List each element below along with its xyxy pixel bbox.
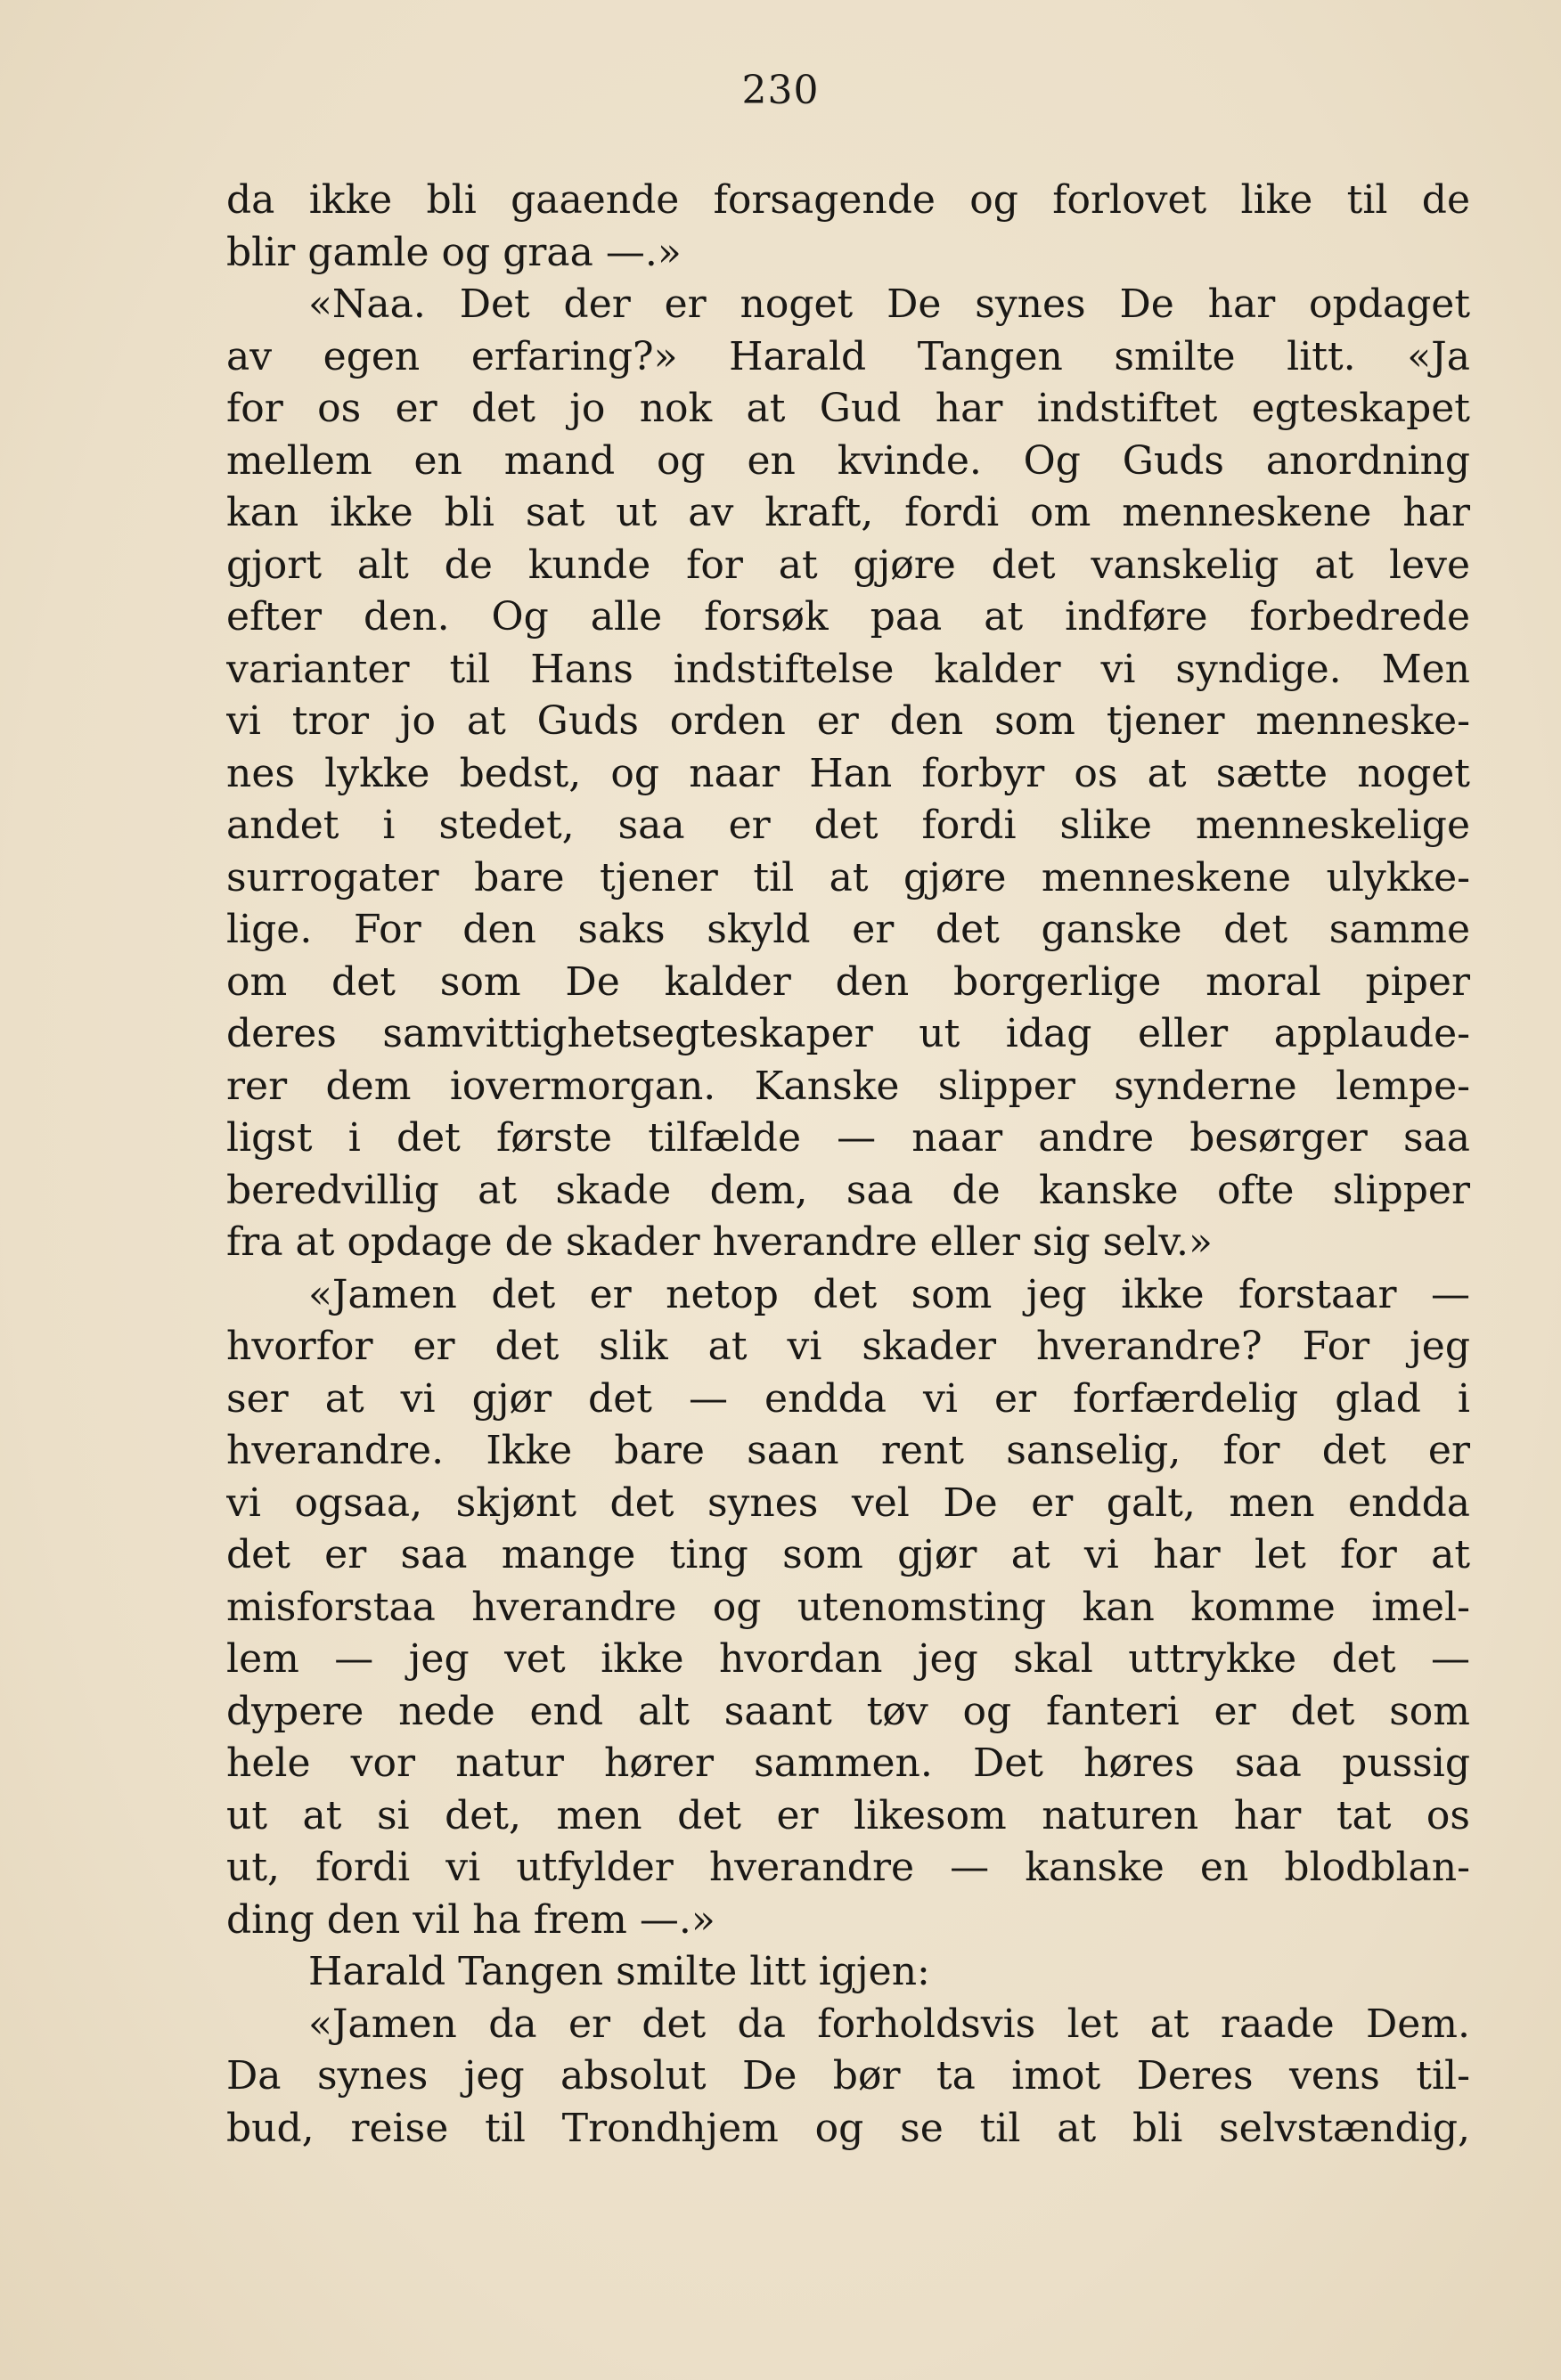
- text-line: dypere nede end alt saant tøv og fanteri er det som: [226, 1688, 1470, 1734]
- text-line: ligst i det første tilfælde — naar andre besørger saa: [226, 1115, 1470, 1161]
- text-line: beredvillig at skade dem, saa de kanske ofte slipper: [226, 1167, 1470, 1213]
- text-line: kan ikke bli sat ut av kraft, fordi om menneskene har: [226, 490, 1470, 535]
- text-line: gjort alt de kunde for at gjøre det vanskelig at leve: [226, 542, 1470, 588]
- text-line: andet i stedet, saa er det fordi slike menneskelige: [226, 803, 1470, 848]
- text-line: for os er det jo nok at Gud har indstiftet egteskapet: [226, 386, 1470, 431]
- text-line: «Jamen det er netop det som jeg ikke forstaar —: [308, 1271, 1470, 1317]
- text-line: hvorfor er det slik at vi skader hverandre? For jeg: [226, 1324, 1470, 1369]
- body-text: [226, 175, 1470, 2155]
- text-line: efter den. Og alle forsøk paa at indføre forbedrede: [226, 594, 1470, 640]
- text-line: av egen erfaring?» Harald Tangen smilte litt. «Ja: [226, 333, 1470, 379]
- text-line: bud, reise til Trondhjem og se til at bli selvstændig,: [226, 2105, 1470, 2151]
- text-line: ding den vil ha frem —.»: [226, 1896, 715, 1943]
- text-line: da ikke bli gaaende forsagende og forlovet like til de: [226, 177, 1470, 223]
- text-line: lem — jeg vet ikke hvordan jeg skal uttrykke det —: [226, 1636, 1470, 1682]
- text-line: lige. For den saks skyld er det ganske det samme: [226, 907, 1470, 952]
- text-line: rer dem iovermorgan. Kanske slipper synderne lempe-: [226, 1063, 1470, 1109]
- text-line: vi ogsaa, skjønt det synes vel De er galt, men endda: [226, 1479, 1470, 1526]
- text-line: «Naa. Det der er noget De synes De har opdaget: [308, 281, 1470, 327]
- text-line: nes lykke bedst, og naar Han forbyr os at sætte noget: [226, 750, 1470, 796]
- text-line: fra at opdage de skader hverandre eller sig selv.»: [226, 1219, 1213, 1265]
- text-line: misforstaa hverandre og utenomsting kan komme imel-: [226, 1584, 1470, 1630]
- page-number: 230: [741, 68, 820, 113]
- text-line: mellem en mand og en kvinde. Og Guds anordning: [226, 437, 1470, 484]
- text-line: ut at si det, men det er likesom naturen har tat os: [226, 1792, 1470, 1838]
- text-line: varianter til Hans indstiftelse kalder vi syndige. Men: [226, 646, 1470, 692]
- text-line: hele vor natur hører sammen. Det høres saa pussig: [226, 1740, 1470, 1786]
- text-line: ser at vi gjør det — endda vi er forfærdelig glad i: [226, 1375, 1470, 1422]
- text-line: vi tror jo at Guds orden er den som tjener menneske-: [226, 698, 1470, 744]
- text-line: Harald Tangen smilte litt igjen:: [308, 1949, 930, 1994]
- text-line: det er saa mange ting som gjør at vi har let for at: [226, 1532, 1470, 1577]
- text-line: «Jamen da er det da forholdsvis let at raade Dem.: [308, 2001, 1470, 2047]
- text-line: blir gamle og graa —.»: [226, 229, 682, 275]
- text-line: deres samvittighetsegteskaper ut idag eller applaude-: [226, 1011, 1470, 1056]
- text-line: ut, fordi vi utfylder hverandre — kanske en blodblan-: [226, 1845, 1470, 1890]
- text-line: Da synes jeg absolut De bør ta imot Deres vens til-: [226, 2053, 1470, 2099]
- text-line: surrogater bare tjener til at gjøre menneskene ulykke-: [226, 854, 1470, 901]
- text-line: om det som De kalder den borgerlige moral piper: [226, 958, 1470, 1005]
- text-line: hverandre. Ikke bare saan rent sanselig, for det er: [226, 1428, 1470, 1473]
